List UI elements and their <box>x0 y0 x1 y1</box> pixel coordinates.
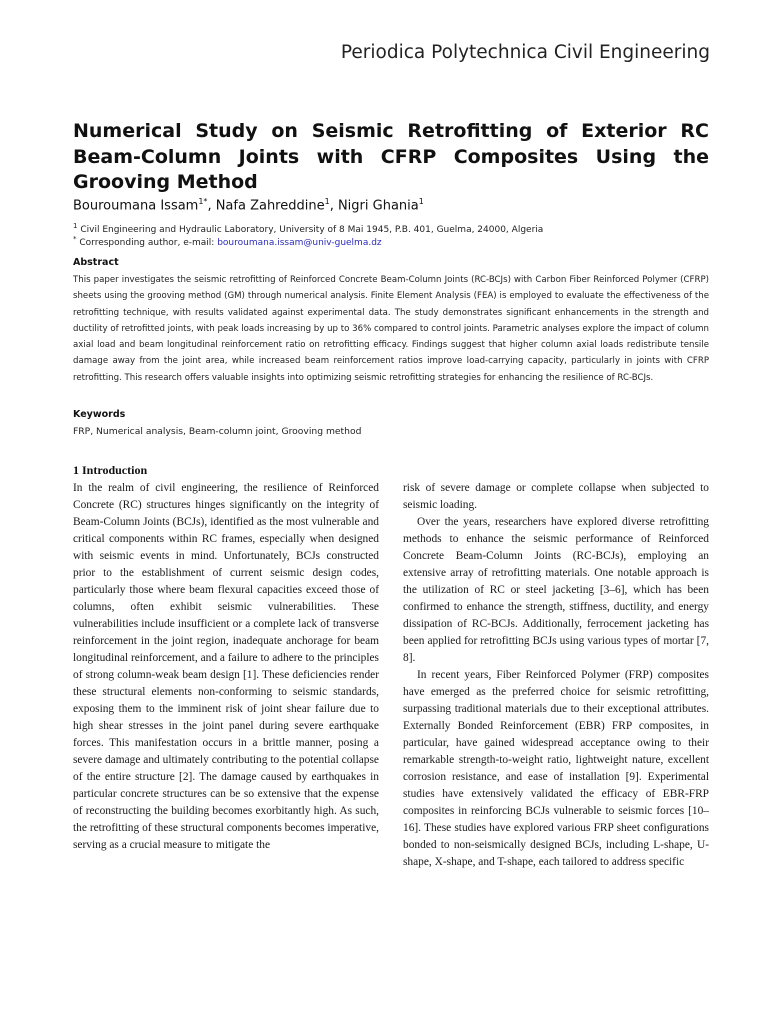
body-column-left <box>73 480 379 854</box>
keywords-heading: Keywords <box>73 409 126 420</box>
affiliation <box>73 222 713 235</box>
author-affiliation-mark: 1 <box>324 197 330 206</box>
body-paragraph: risk of severe damage or complete collapse when subjected to seismic loading. <box>403 482 709 511</box>
author-affiliation-mark: 1* <box>198 197 208 206</box>
author-name: Bouroumana Issam <box>73 198 199 214</box>
body-column-right <box>403 480 709 871</box>
affiliation-text: Civil Engineering and Hydraulic Laboratory, University of 8 Mai 1945, P.B. 401, Guelma, 24000, Algeria <box>80 225 544 235</box>
body-paragraph: Over the years, researchers have explored diverse retrofitting methods to enhance the seismic performance of Reinforced Concrete Beam-Column Joints (RC-BCJs), employing an extensive array of retrofitting materials. One notable approach is the utilization of RC or steel jacketing [3–6], which has been confirmed to enhance the strength, stiffness, ductility, and energy dissipation of RC-BCJs. Additionally, ferrocement jacketing has been applied for retrofitting BCJs using various types of mortar [7, 8]. <box>403 516 709 664</box>
corresponding-label: Corresponding author, e-mail: <box>79 238 218 248</box>
author-list: Bouroumana Issam$^{1*}$, Nafa Zahreddine$^1$, Nigri Ghania$^1$ <box>73 197 424 214</box>
corresponding-author <box>73 235 713 248</box>
body-paragraph: In the realm of civil engineering, the resilience of Reinforced Concrete (RC) structures hinges significantly on the integrity of Beam-Column Joints (BCJs), identified as the most vulnerable and critical components within RC frames, especially when designed with seismic events in mind. Unfortunately, BCJs constructed prior to the establishment of current seismic design codes, particularly those where beam flexural capacities exceed those of columns, often exhibit seismic vulnerabilities. These vulnerabilities include insufficient or a complete lack of transverse reinforcement in the joint region, inadequate anchorage for beam longitudinal reinforcement, and a failure to adhere to the principles of strong column-weak beam design [1]. These deficiencies render these structural elements non-conforming to seismic standards, exposing them to the imminent risk of joint shear failure due to high shear stresses in the joint panel during severe earthquake forces. This manifestation occurs in a brittle manner, posing a severe damage and ultimately contributing to the potential collapse of the entire structure [2]. The damage caused by earthquakes in particular concrete structures can be so extensive that the expense of reconstructing the building becomes exorbitantly high. As such, the retrofitting of these structural components becomes imperative, serving as a crucial measure to mitigate the <box>73 482 379 851</box>
affiliation-mark: 1 <box>73 222 78 230</box>
abstract-heading: Abstract <box>73 257 119 268</box>
keywords-text: FRP, Numerical analysis, Beam-column joint, Grooving method <box>73 426 362 437</box>
author-name: Nigri Ghania <box>337 198 419 214</box>
journal-name: Periodica Polytechnica Civil Engineering <box>340 42 710 63</box>
author-name: Nafa Zahreddine <box>215 198 325 214</box>
email-link[interactable]: bouroumana.issam@univ-guelma.dz <box>217 238 382 248</box>
author-affiliation-mark: 1 <box>418 197 424 206</box>
body-paragraph: In recent years, Fiber Reinforced Polymer (FRP) composites have emerged as the preferred choice for seismic retrofitting, surpassing traditional materials due to their exceptional attributes. Externally Bonded Reinforcement (EBR) FRP composites, in particular, have gained widespread acceptance owing to their remarkable strength-to-weight ratio, lightweight nature, excellent corrosion resistance, and ease of installation [9]. Experimental studies have extensively validated the efficacy of EBR-FRP composites in reinforcing BCJs vulnerable to seismic forces [10–16]. These studies have explored various FRP sheet configurations bonded to non-seismically designed BCJs, including L-shape, U-shape, X-shape, and T-shape, each tailored to address specific <box>403 669 709 868</box>
corresponding-mark: * <box>73 235 77 243</box>
abstract-text: This paper investigates the seismic retrofitting of Reinforced Concrete Beam-Column Joints (RC-BCJs) with Carbon Fiber Reinforced Polymer (CFRP) sheets using the grooving method (GM) through numerical analysis. Finite Element Analysis (FEA) is employed to evaluate the effectiveness of the retrofitting technique, with results validated against experimental data. The study demonstrates significant enhancements in the strength and ductility of retrofitted joints, with peak loads increasing by up to 36% compared to control joints. Parametric analyses explore the impact of column axial load and beam longitudinal reinforcement ratio on retrofitting efficacy. Findings suggest that higher column axial loads redistribute tensile damage away from the joint area, while increased beam reinforcement ratios improve load-carrying capacity, particularly in joints with CFRP retrofitting. This research offers valuable insights into optimizing seismic retrofitting strategies for enhancing the resilience of RC-BCJs. <box>73 275 709 383</box>
paper-title: Numerical Study on Seismic Retrofitting of Exterior RC Beam-Column Joints with CFRP Composites Using the Grooving Method <box>73 120 709 193</box>
section-heading: 1 Introduction <box>73 463 148 477</box>
